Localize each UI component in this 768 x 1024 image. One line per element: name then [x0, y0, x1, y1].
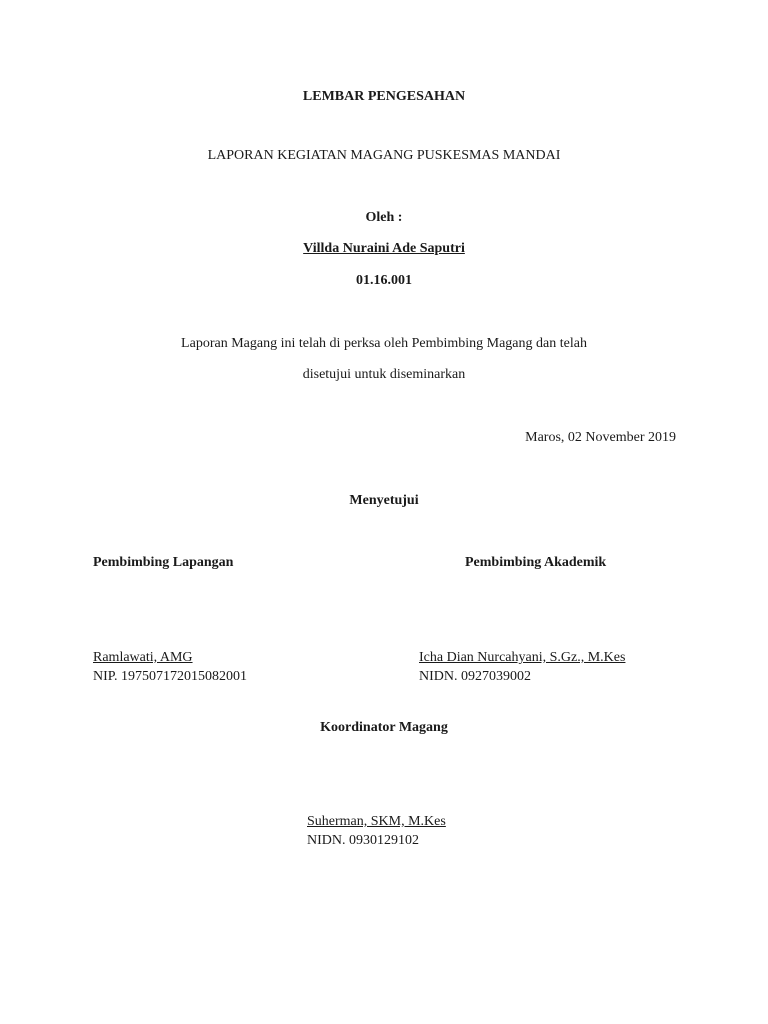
- statement-line-1: Laporan Magang ini telah di perksa oleh Pembimbing Magang dan telah: [181, 336, 587, 351]
- coordinator-id: NIDN. 0930129102: [307, 833, 419, 848]
- approval-heading: Menyetujui: [349, 493, 419, 508]
- field-supervisor-role: Pembimbing Lapangan: [93, 555, 234, 570]
- report-title: LAPORAN KEGIATAN MAGANG PUSKESMAS MANDAI: [207, 148, 561, 163]
- statement-line-2: disetujui untuk diseminarkan: [302, 367, 466, 382]
- coordinator-name: Suherman, SKM, M.Kes: [307, 814, 446, 829]
- academic-supervisor-name: Icha Dian Nurcahyani, S.Gz., M.Kes: [419, 650, 626, 665]
- field-supervisor-name: Ramlawati, AMG: [93, 650, 193, 665]
- page-title: LEMBAR PENGESAHAN: [302, 89, 466, 104]
- by-label: Oleh :: [365, 210, 403, 225]
- coordinator-role: Koordinator Magang: [320, 720, 448, 735]
- field-supervisor-id: NIP. 197507172015082001: [93, 669, 248, 684]
- author-id: 01.16.001: [356, 273, 412, 288]
- place-date: Maros, 02 November 2019: [525, 430, 676, 445]
- academic-supervisor-role: Pembimbing Akademik: [465, 555, 607, 570]
- author-name: Villda Nuraini Ade Saputri: [303, 241, 465, 256]
- academic-supervisor-id: NIDN. 0927039002: [419, 669, 531, 684]
